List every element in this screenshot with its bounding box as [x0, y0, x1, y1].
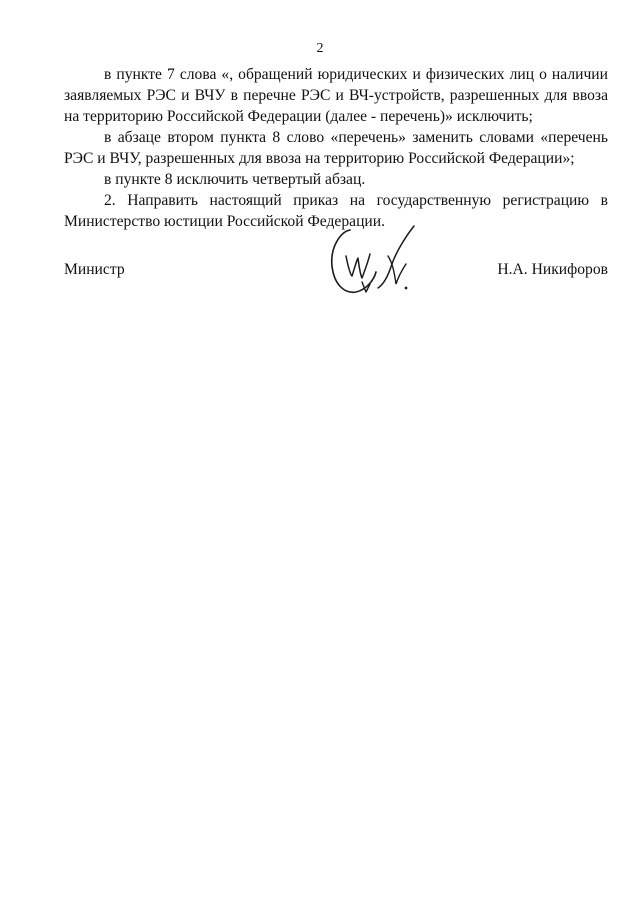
signatory-title: Министр — [64, 261, 125, 278]
paragraph-item-8-exclusion: в пункте 8 исключить четвертый абзац. — [104, 171, 366, 188]
signature-block — [64, 260, 608, 282]
paragraph-item-7-amendment: в пункте 7 слова «, обращений юридических и физических лиц о наличии заявляемых РЭС и ВЧУ в перечне РЭС и ВЧ-устройств, разрешенных для ввоза на территорию Российской Федерации (далее - перечень)» исключить; — [64, 66, 608, 125]
paragraph-item-8-amendment: в абзаце втором пункта 8 слово «перечень» заменить словами «перечень РЭС и ВЧУ, разрешенных для ввоза на территорию Российской Федерации»; — [64, 129, 608, 167]
signatory-name: Н.А. Никифоров — [497, 261, 608, 278]
paragraph-registration-directive: 2. Направить настоящий приказ на государственную регистрацию в Министерство юстиции Российской Федерации. — [64, 192, 608, 230]
page-number: 2 — [316, 41, 324, 56]
document-body — [64, 64, 608, 232]
